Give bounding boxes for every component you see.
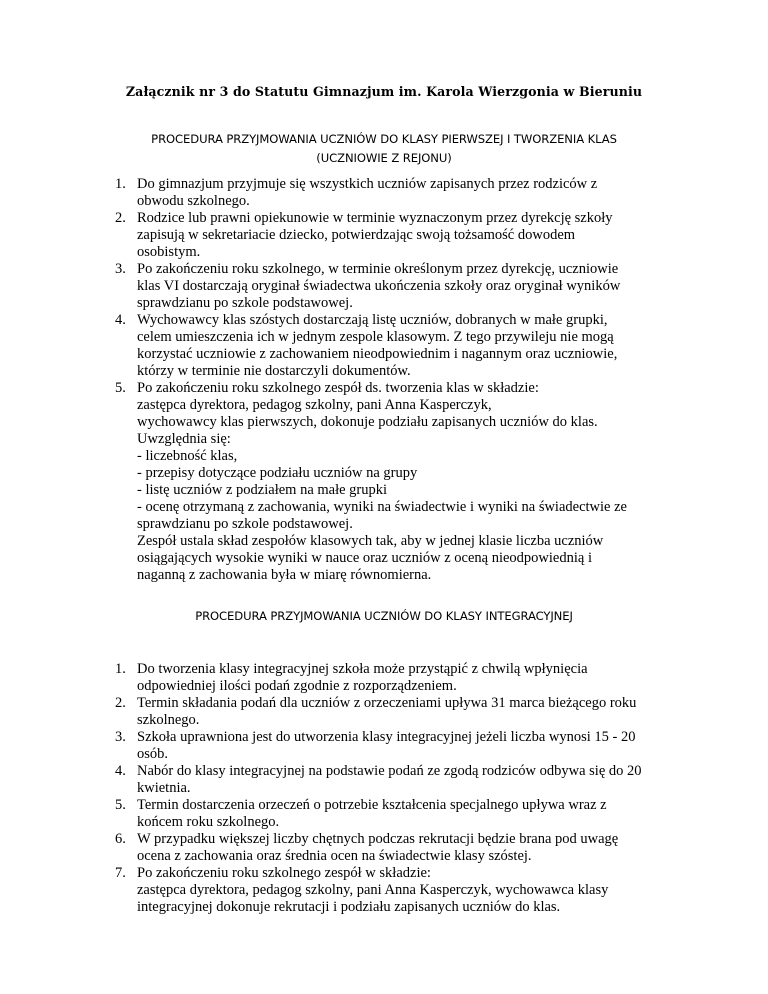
item-number: 3. <box>115 261 126 277</box>
item-line: W przypadku większej liczby chętnych podczas rekrutacji będzie brana pod uwagę <box>137 831 619 847</box>
list-item <box>0 380 768 584</box>
item-line: klas VI dostarczają oryginał świadectwa ukończenia szkoły oraz oryginał wyników <box>137 278 621 294</box>
item-line: sprawdzianu po szkole podstawowej. <box>137 295 353 311</box>
item-line: zastępca dyrektora, pedagog szkolny, pani Anna Kasperczyk, wychowawca klasy <box>137 882 609 898</box>
item-line: integracyjnej dokonuje rekrutacji i podziału zapisanych uczniów do klas. <box>137 899 561 915</box>
procedure-list-integration-class <box>0 661 768 916</box>
item-line: którzy w terminie nie dostarczyli dokumentów. <box>137 363 411 379</box>
list-item <box>0 210 768 261</box>
heading-line: (UCZNIOWIE Z REJONU) <box>316 151 452 165</box>
section-heading-first-class <box>0 130 768 168</box>
item-line: obwodu szkolnego. <box>137 193 250 209</box>
item-line: Termin dostarczenia orzeczeń o potrzebie kształcenia specjalnego upływa wraz z <box>137 797 607 813</box>
item-line: Termin składania podań dla uczniów z orzeczeniami upływa 31 marca bieżącego roku <box>137 695 637 711</box>
item-line: ocena z zachowania oraz średnia ocen na świadectwie klasy szóstej. <box>137 848 532 864</box>
item-number: 1. <box>115 661 126 677</box>
list-item <box>0 797 768 831</box>
item-line: Po zakończeniu roku szkolnego zespół w składzie: <box>137 865 431 881</box>
item-line: zastępca dyrektora, pedagog szkolny, pani Anna Kasperczyk, <box>137 397 492 413</box>
list-item <box>0 312 768 380</box>
item-number: 6. <box>115 831 126 847</box>
procedure-list-first-class <box>0 176 768 584</box>
item-line: sprawdzianu po szkole podstawowej. <box>137 516 353 532</box>
item-line: - ocenę otrzymaną z zachowania, wyniki na świadectwie i wyniki na świadectwie ze <box>137 499 627 515</box>
item-line: Zespół ustala skład zespołów klasowych tak, aby w jednej klasie liczba uczniów <box>137 533 604 549</box>
item-line: - liczebność klas, <box>137 448 238 464</box>
item-line: korzystać uczniowie z zachowaniem nieodpowiednim i nagannym oraz uczniowie, <box>137 346 618 362</box>
item-line: Do tworzenia klasy integracyjnej szkoła może przystąpić z chwilą wpłynięcia <box>137 661 588 677</box>
list-item <box>0 261 768 312</box>
item-line: osobistym. <box>137 244 201 260</box>
item-line: Uwzględnia się: <box>137 431 231 447</box>
item-number: 4. <box>115 763 126 779</box>
item-line: Wychowawcy klas szóstych dostarczają listę uczniów, dobranych w małe grupki, <box>137 312 608 328</box>
item-number: 2. <box>115 210 126 226</box>
item-line: Po zakończeniu roku szkolnego, w terminie określonym przez dyrekcję, uczniowie <box>137 261 619 277</box>
document-title: Załącznik nr 3 do Statutu Gimnazjum im. Karola Wierzgonia w Bieruniu <box>125 84 643 99</box>
item-line: - przepisy dotyczące podziału uczniów na grupy <box>137 465 418 481</box>
item-line: szkolnego. <box>137 712 200 728</box>
item-line: Szkoła uprawniona jest do utworzenia klasy integracyjnej jeżeli liczba wynosi 15 - 20 <box>137 729 636 745</box>
item-number: 3. <box>115 729 126 745</box>
item-line: Rodzice lub prawni opiekunowie w terminie wyznaczonym przez dyrekcję szkoły <box>137 210 613 226</box>
heading-line: PROCEDURA PRZYJMOWANIA UCZNIÓW DO KLASY INTEGRACYJNEJ <box>195 609 573 623</box>
section-heading-integration-class <box>0 607 768 626</box>
item-line: końcem roku szkolnego. <box>137 814 280 830</box>
list-item <box>0 695 768 729</box>
list-item <box>0 661 768 695</box>
item-line: Nabór do klasy integracyjnej na podstawie podań ze zgodą rodziców odbywa się do 20 <box>137 763 642 779</box>
item-line: naganną z zachowania była w miarę równomierna. <box>137 567 432 583</box>
item-line: Do gimnazjum przyjmuje się wszystkich uczniów zapisanych przez rodziców z <box>137 176 598 192</box>
item-number: 5. <box>115 797 126 813</box>
item-line: kwietnia. <box>137 780 191 796</box>
item-number: 4. <box>115 312 126 328</box>
heading-line: PROCEDURA PRZYJMOWANIA UCZNIÓW DO KLASY PIERWSZEJ I TWORZENIA KLAS <box>151 132 617 146</box>
item-line: - listę uczniów z podziałem na małe grupki <box>137 482 388 498</box>
list-item <box>0 865 768 916</box>
item-line: osiągających wysokie wyniki w nauce oraz uczniów z oceną nieodpowiednią i <box>137 550 592 566</box>
item-number: 5. <box>115 380 126 396</box>
item-line: celem umieszczenia ich w jednym zespole klasowym. Z tego przywileju nie mogą <box>137 329 614 345</box>
list-item <box>0 176 768 210</box>
list-item <box>0 763 768 797</box>
list-item <box>0 831 768 865</box>
item-line: zapisują w sekretariacie dziecko, potwierdzając swoją tożsamość dowodem <box>137 227 576 243</box>
item-line: osób. <box>137 746 169 762</box>
item-line: odpowiedniej ilości podań zgodnie z rozporządzeniem. <box>137 678 457 694</box>
item-number: 2. <box>115 695 126 711</box>
item-line: wychowawcy klas pierwszych, dokonuje podziału zapisanych uczniów do klas. <box>137 414 598 430</box>
item-number: 7. <box>115 865 126 881</box>
item-line: Po zakończeniu roku szkolnego zespół ds. tworzenia klas w składzie: <box>137 380 539 396</box>
list-item <box>0 729 768 763</box>
item-number: 1. <box>115 176 126 192</box>
